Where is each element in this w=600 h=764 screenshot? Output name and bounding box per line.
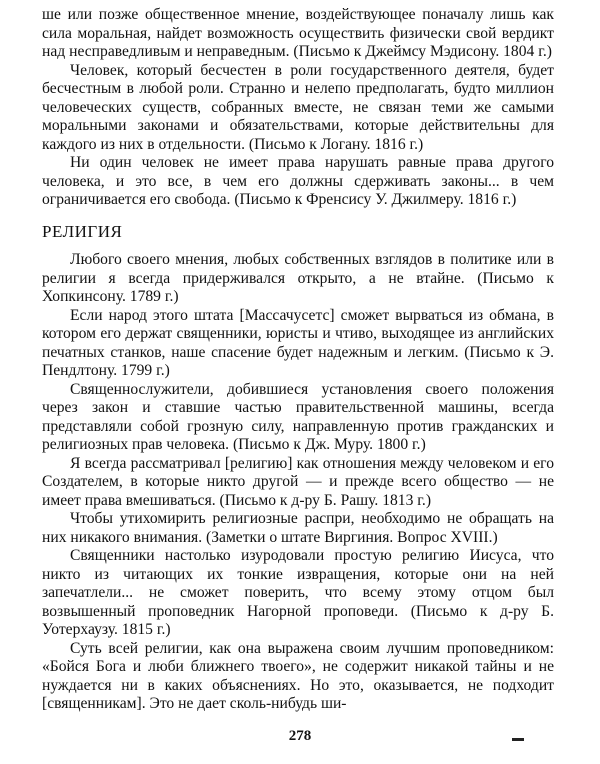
document-page xyxy=(42,6,554,714)
paragraph-opinion-openly: Любого своего мнения, любых собственных взглядов в политике или в религии я всегда придерживался открыто, а не втайне. (Письмо к Хопкинсону. 1789 г.) xyxy=(42,251,554,305)
paragraph-massachusetts: Если народ этого штата [Массачусетс] сможет вырваться из обмана, в котором его держат священники, юристы и чтиво, выходящее из английских печатных станков, наше спасение будет надежным и легким. (Письмо к Э. Пендлтону. 1799 г.) xyxy=(42,306,554,379)
print-mark xyxy=(512,738,524,741)
section-heading-religion: РЕЛИГИЯ xyxy=(42,221,123,241)
paragraph-equal-rights: Ни один человек не имеет права нарушать равные права другого человека, и это все, в чем его должны сдерживать законы... в чем ограничивается его свобода. (Письмо к Френсису У. Джилмеру. 1816 г.) xyxy=(42,154,554,208)
paragraph-statesman: Человек, который бесчестен в роли государственного деятеля, будет бесчестным в любой роли. Странно и нелепо предполагать, будто миллион человеческих существ, собранных вместе, не связан теми же самыми моральными законами и обязательствами, которые действительны для каждого из них в отдельности. (Письмо к Логану. 1816 г.) xyxy=(42,61,554,153)
page-number: 278 xyxy=(288,728,312,744)
paragraph-clergy-power: Священнослужители, добившиеся установления своего положения через закон и ставшие частью правительственной машины, всегда представляли собой грозную силу, направленную против гражданских и религиозных прав человека. (Письмо к Дж. Муру. 1800 г.) xyxy=(42,380,554,453)
paragraph-essence-religion: Суть всей религии, как она выражена своим лучшим проповедником: «Бойся Бога и люби ближнего твоего», не содержит никакой тайны и не нуждается ни в каких объяснениях. Но это, оказывается, не подходит [священникам]. Это не дает сколь-нибудь ши- xyxy=(42,639,554,712)
paragraph-religious-disputes: Чтобы утихомирить религиозные распри, необходимо не обращать на них никакого внимания. (Заметки о штате Виргиния. Вопрос XVIII.) xyxy=(42,510,554,546)
paragraph-religion-relation: Я всегда рассматривал [религию] как отношения между человеком и его Создателем, в которые никто другой — и прежде всего общество — не имеет права вмешиваться. (Письмо к д-ру Б. Рашу. 1813 г.) xyxy=(42,454,554,509)
paragraph-public-opinion: ше или позже общественное мнение, воздействующее поначалу лишь как сила моральная, найдет возможность осуществить физически свой вердикт над несправедливым и неправедным. (Письмо к Джеймсу Мэдисону. 1804 г.) xyxy=(42,6,554,60)
paragraph-jesus-religion: Священники настолько изуродовали простую религию Иисуса, что никто из читающих их тонкие извращения, которые они на ней запечатлели... не сможет поверить, что всему этому отцом был возвышенный проповедник Нагорной проповеди. (Письмо к д-ру Б. Уотерхаузу. 1815 г.) xyxy=(42,547,554,638)
